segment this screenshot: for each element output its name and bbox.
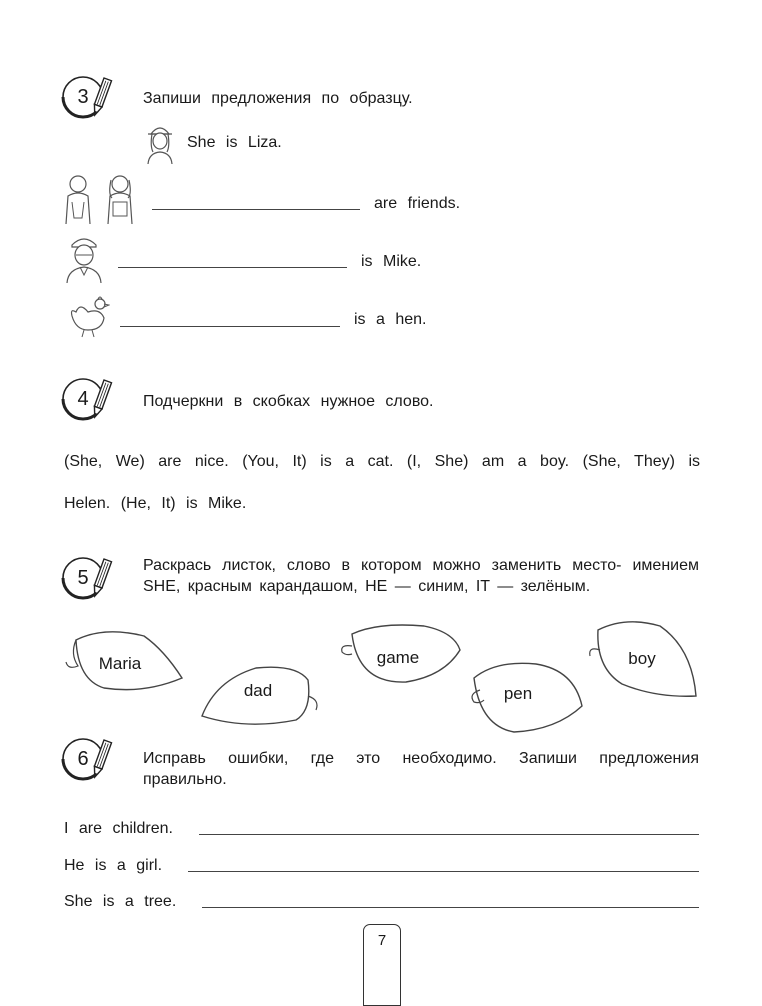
task-4-text-line-1: (She, We) are nice. (You, It) is a cat. (I, She) am a boy. (She, They) is — [64, 453, 700, 470]
leaf-word-maria: Maria — [98, 654, 142, 673]
task-6-sentence-2: He is a girl. — [64, 857, 163, 874]
answer-line[interactable] — [188, 871, 699, 872]
task-5-number: 5 — [77, 567, 89, 589]
task-4-instruction: Подчеркни в скобках нужное слово. — [143, 393, 434, 410]
leaf-word-pen: pen — [503, 684, 533, 703]
line-2-ending: is Mike. — [361, 253, 422, 270]
line-3-ending: is a hen. — [354, 311, 427, 328]
task-4-number: 4 — [77, 388, 89, 410]
line-1-ending: are friends. — [374, 195, 461, 212]
answer-line[interactable] — [202, 907, 699, 908]
answer-line[interactable] — [120, 326, 340, 327]
man-picture — [64, 233, 104, 283]
task-5-badge — [60, 555, 124, 601]
task-6-badge — [60, 736, 124, 782]
girl-picture — [143, 120, 177, 164]
task-5-instruction: Раскрась листок, слово в котором можно заменить место- имением SHE, красным карандашом, HE — синим, IT — зелёным. — [143, 557, 699, 595]
leaf-word-game: game — [376, 648, 420, 667]
task-4-badge — [60, 376, 124, 422]
task-3-instruction: Запиши предложения по образцу. — [143, 90, 413, 107]
leaf-word-boy: boy — [628, 649, 656, 668]
hen-picture — [66, 292, 110, 338]
task-6-number: 6 — [77, 748, 89, 770]
answer-line[interactable] — [118, 267, 347, 268]
task-6-instruction: Исправь ошибки, где это необходимо. Запиши предложения правильно. — [143, 750, 699, 788]
task-3-number: 3 — [77, 86, 89, 108]
task-4-text-line-2: Helen. (He, It) is Mike. — [64, 495, 247, 512]
page-number-tab — [363, 924, 401, 1006]
answer-line[interactable] — [152, 209, 360, 210]
task-6-sentence-1: I are children. — [64, 820, 173, 837]
task-6-sentence-3: She is a tree. — [64, 893, 177, 910]
page-number: 7 — [377, 932, 387, 949]
answer-line[interactable] — [199, 834, 699, 835]
task-3-example: She is Liza. — [187, 134, 282, 151]
two-children-picture — [62, 172, 140, 228]
leaf-word-dad: dad — [243, 681, 273, 700]
task-3-badge — [60, 74, 124, 120]
